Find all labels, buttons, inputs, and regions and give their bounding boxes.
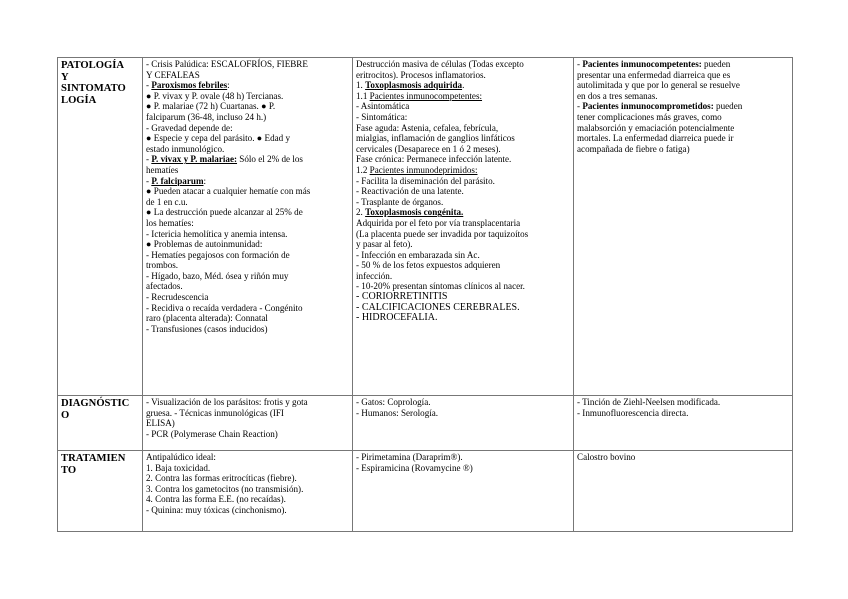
text-line: eritrocitos). Procesos inflamatorios. <box>356 69 486 80</box>
bold-term: Toxoplasmosis adquirida <box>365 80 463 91</box>
text-line: - Infección en embarazada sin Ac. <box>356 249 480 260</box>
text-line: - Reactivación de una latente. <box>356 186 464 197</box>
medical-table <box>57 57 793 532</box>
text-line: y pasar al feto). <box>356 239 413 250</box>
cell-col2 <box>353 451 574 532</box>
text-line: 1. Baja toxicidad. <box>146 462 211 473</box>
text-line: Fase aguda: Astenia, cefalea, febrícula, <box>356 122 499 133</box>
cell-col3 <box>574 451 793 532</box>
text-line: ● Pueden atacar a cualquier hematíe con más <box>146 186 311 197</box>
text-line: - P. vivax y P. malariae: Sólo el 2% de los <box>146 154 303 165</box>
cell-col1 <box>143 58 353 396</box>
text-line: en dos a tres semanas. <box>577 90 658 101</box>
text-line: Destrucción masiva de células (Todas excepto <box>356 59 524 69</box>
text-line: - Pacientes inmunocompetentes: pueden <box>577 59 731 69</box>
text-line: acompañada de fiebre o fatiga) <box>577 143 690 154</box>
cell-col1 <box>143 451 353 532</box>
bold-term: Toxoplasmosis congénita. <box>365 207 464 218</box>
text-line: - Tinción de Ziehl-Neelsen modificada. <box>577 397 721 407</box>
text-line: gruesa. - Técnicas inmunológicas (IFI <box>146 407 284 418</box>
header-line: PATOLOGÍA <box>61 60 124 71</box>
bold-term: Pacientes inmunocompetentes: <box>582 59 702 69</box>
header-line: Y <box>61 71 69 83</box>
text-line: cervicales (Desaparece en 1 ó 2 meses). <box>356 143 501 154</box>
text-line: - Crisis Palúdica: ESCALOFRÍOS, FIEBRE <box>146 59 308 69</box>
text-line: - Transfusiones (casos inducidos) <box>146 323 268 334</box>
text-line: - Hematíes pegajosos con formación de <box>146 249 290 260</box>
text-line: de 1 en c.u. <box>146 196 188 207</box>
text-line: - Facilita la diseminación del parásito. <box>356 175 495 186</box>
text-line: - Gravedad depende de: <box>146 122 233 133</box>
text-line: - P. falciparum: <box>146 175 207 186</box>
text-line: tener complicaciones más graves, como <box>577 111 722 122</box>
text-line: ● Problemas de autoinmunidad: <box>146 239 263 250</box>
text-line: - Humanos: Serología. <box>356 407 439 418</box>
text-line: infección. <box>356 270 393 281</box>
text-line: - HIDROCEFALIA. <box>356 312 438 324</box>
text-line: - Hígado, bazo, Méd. ósea y riñón muy <box>146 270 289 281</box>
text-line: ● P. vivax y P. ovale (48 h) Tercianas. <box>146 90 284 101</box>
text-line: ● P. malariae (72 h) Cuartanas. ● P. <box>146 101 276 112</box>
text-line: Y CEFALEAS <box>146 69 200 80</box>
row-patologia <box>58 58 793 396</box>
cell-col1 <box>143 396 353 451</box>
text-line: (La placenta puede ser invadida por taquizoítos <box>356 228 529 239</box>
row-tratamiento <box>58 451 793 532</box>
text-line: 1.1 Pacientes inmunocompetentes: <box>356 90 483 101</box>
text-line: - Paroxismos febriles: <box>146 80 230 91</box>
text-line: - CALCIFICACIONES CEREBRALES. <box>356 301 520 313</box>
header-line: O <box>61 409 70 421</box>
text-line: - Asintomática <box>356 101 410 112</box>
bold-term: Pacientes inmunocomprometidos: <box>582 101 714 112</box>
bold-term: Paroxismos febriles <box>151 80 228 91</box>
text-line: - Quinina: muy tóxicas (cinchonismo). <box>146 504 287 515</box>
cell-col2 <box>353 58 574 396</box>
text-line: - Pirimetamina (Daraprim®). <box>356 452 463 462</box>
text-line: presentar una enfermedad diarreica que es <box>577 69 731 80</box>
underlined-term: Pacientes inmunodeprimidos: <box>369 164 478 175</box>
text-line: hematíes <box>146 164 179 175</box>
text-line: - Ictericia hemolítica y anemia intensa. <box>146 228 288 239</box>
text-line: 1.2 Pacientes inmunodeprimidos: <box>356 164 478 175</box>
text-line: - PCR (Polymerase Chain Reaction) <box>146 428 278 439</box>
text-line: - Inmunofluorescencia directa. <box>577 407 689 418</box>
text-line: Adquirida por el feto por vía transplacentaria <box>356 217 521 228</box>
row-header <box>58 396 143 451</box>
text-line: Antipalúdico ideal: <box>146 452 216 462</box>
text-line: - Trasplante de órganos. <box>356 196 444 207</box>
header-line: LOGÍA <box>61 94 97 106</box>
text-line: estado inmunológico. <box>146 143 225 154</box>
text-line: - Espiramicina (Rovamycine ®) <box>356 462 473 473</box>
header-line: DIAGNÓSTIC <box>61 398 130 409</box>
text-line: - Visualización de los parásitos: frotis y gota <box>146 397 308 407</box>
text-line: 2. Toxoplasmosis congénita. <box>356 207 464 218</box>
text-line: 4. Contra las forma E.E. (no recaídas). <box>146 494 286 505</box>
row-header <box>58 58 143 396</box>
bold-term: P. falciparum <box>151 175 204 186</box>
header-line: TRATAMIEN <box>61 453 126 464</box>
text-line: ● Especie y cepa del parásito. ● Edad y <box>146 133 291 144</box>
cell-col2 <box>353 396 574 451</box>
text-line: falciparum (36-48, incluso 24 h.) <box>146 111 267 122</box>
header-line: TO <box>61 464 77 476</box>
text-line: Calostro bovino <box>577 452 636 462</box>
text-line: autolimitada y que por lo general se resuelve <box>577 80 740 91</box>
text-line: - Pacientes inmunocomprometidos: pueden <box>577 101 743 112</box>
text-line: - Recrudescencia <box>146 292 209 303</box>
text-line: Fase crónica: Permanece infección latente. <box>356 154 512 165</box>
text-line: raro (placenta alterada): Connatal <box>146 313 268 324</box>
text-line: - 50 % de los fetos expuestos adquieren <box>356 260 501 271</box>
text-line: mialgias, inflamación de ganglios linfáticos <box>356 133 515 144</box>
underlined-term: Pacientes inmunocompetentes: <box>369 90 483 101</box>
text-line: mortales. La enfermedad diarreica puede ir <box>577 133 734 144</box>
text-line: 3. Contra los gametocitos (no transmisión). <box>146 483 304 494</box>
text-line: ELISA) <box>146 418 175 429</box>
bold-term: P. vivax y P. malariae: <box>151 154 238 165</box>
text-line: malabsorción y emaciación potencialmente <box>577 122 735 133</box>
text-line: ● La destrucción puede alcanzar al 25% de <box>146 207 303 218</box>
header-line: SINTOMATO <box>61 83 126 94</box>
text-line: - 10-20% presentan síntomas clínicos al nacer. <box>356 281 525 292</box>
text-line: - CORIORRETINITIS <box>356 291 448 303</box>
row-header <box>58 451 143 532</box>
cell-col3 <box>574 396 793 451</box>
text-line: - Sintomática: <box>356 111 408 122</box>
row-diagnostico <box>58 396 793 451</box>
text-line: los hematíes: <box>146 217 194 228</box>
cell-col3 <box>574 58 793 396</box>
text-line: afectados. <box>146 281 183 292</box>
text-line: - Gatos: Coprología. <box>356 397 431 407</box>
text-line: 1. Toxoplasmosis adquirida. <box>356 80 465 91</box>
text-line: 2. Contra las formas eritrocíticas (fiebre). <box>146 473 297 484</box>
text-line: trombos. <box>146 260 179 271</box>
text-line: - Recidiva o recaída verdadera - Congénito <box>146 302 303 313</box>
